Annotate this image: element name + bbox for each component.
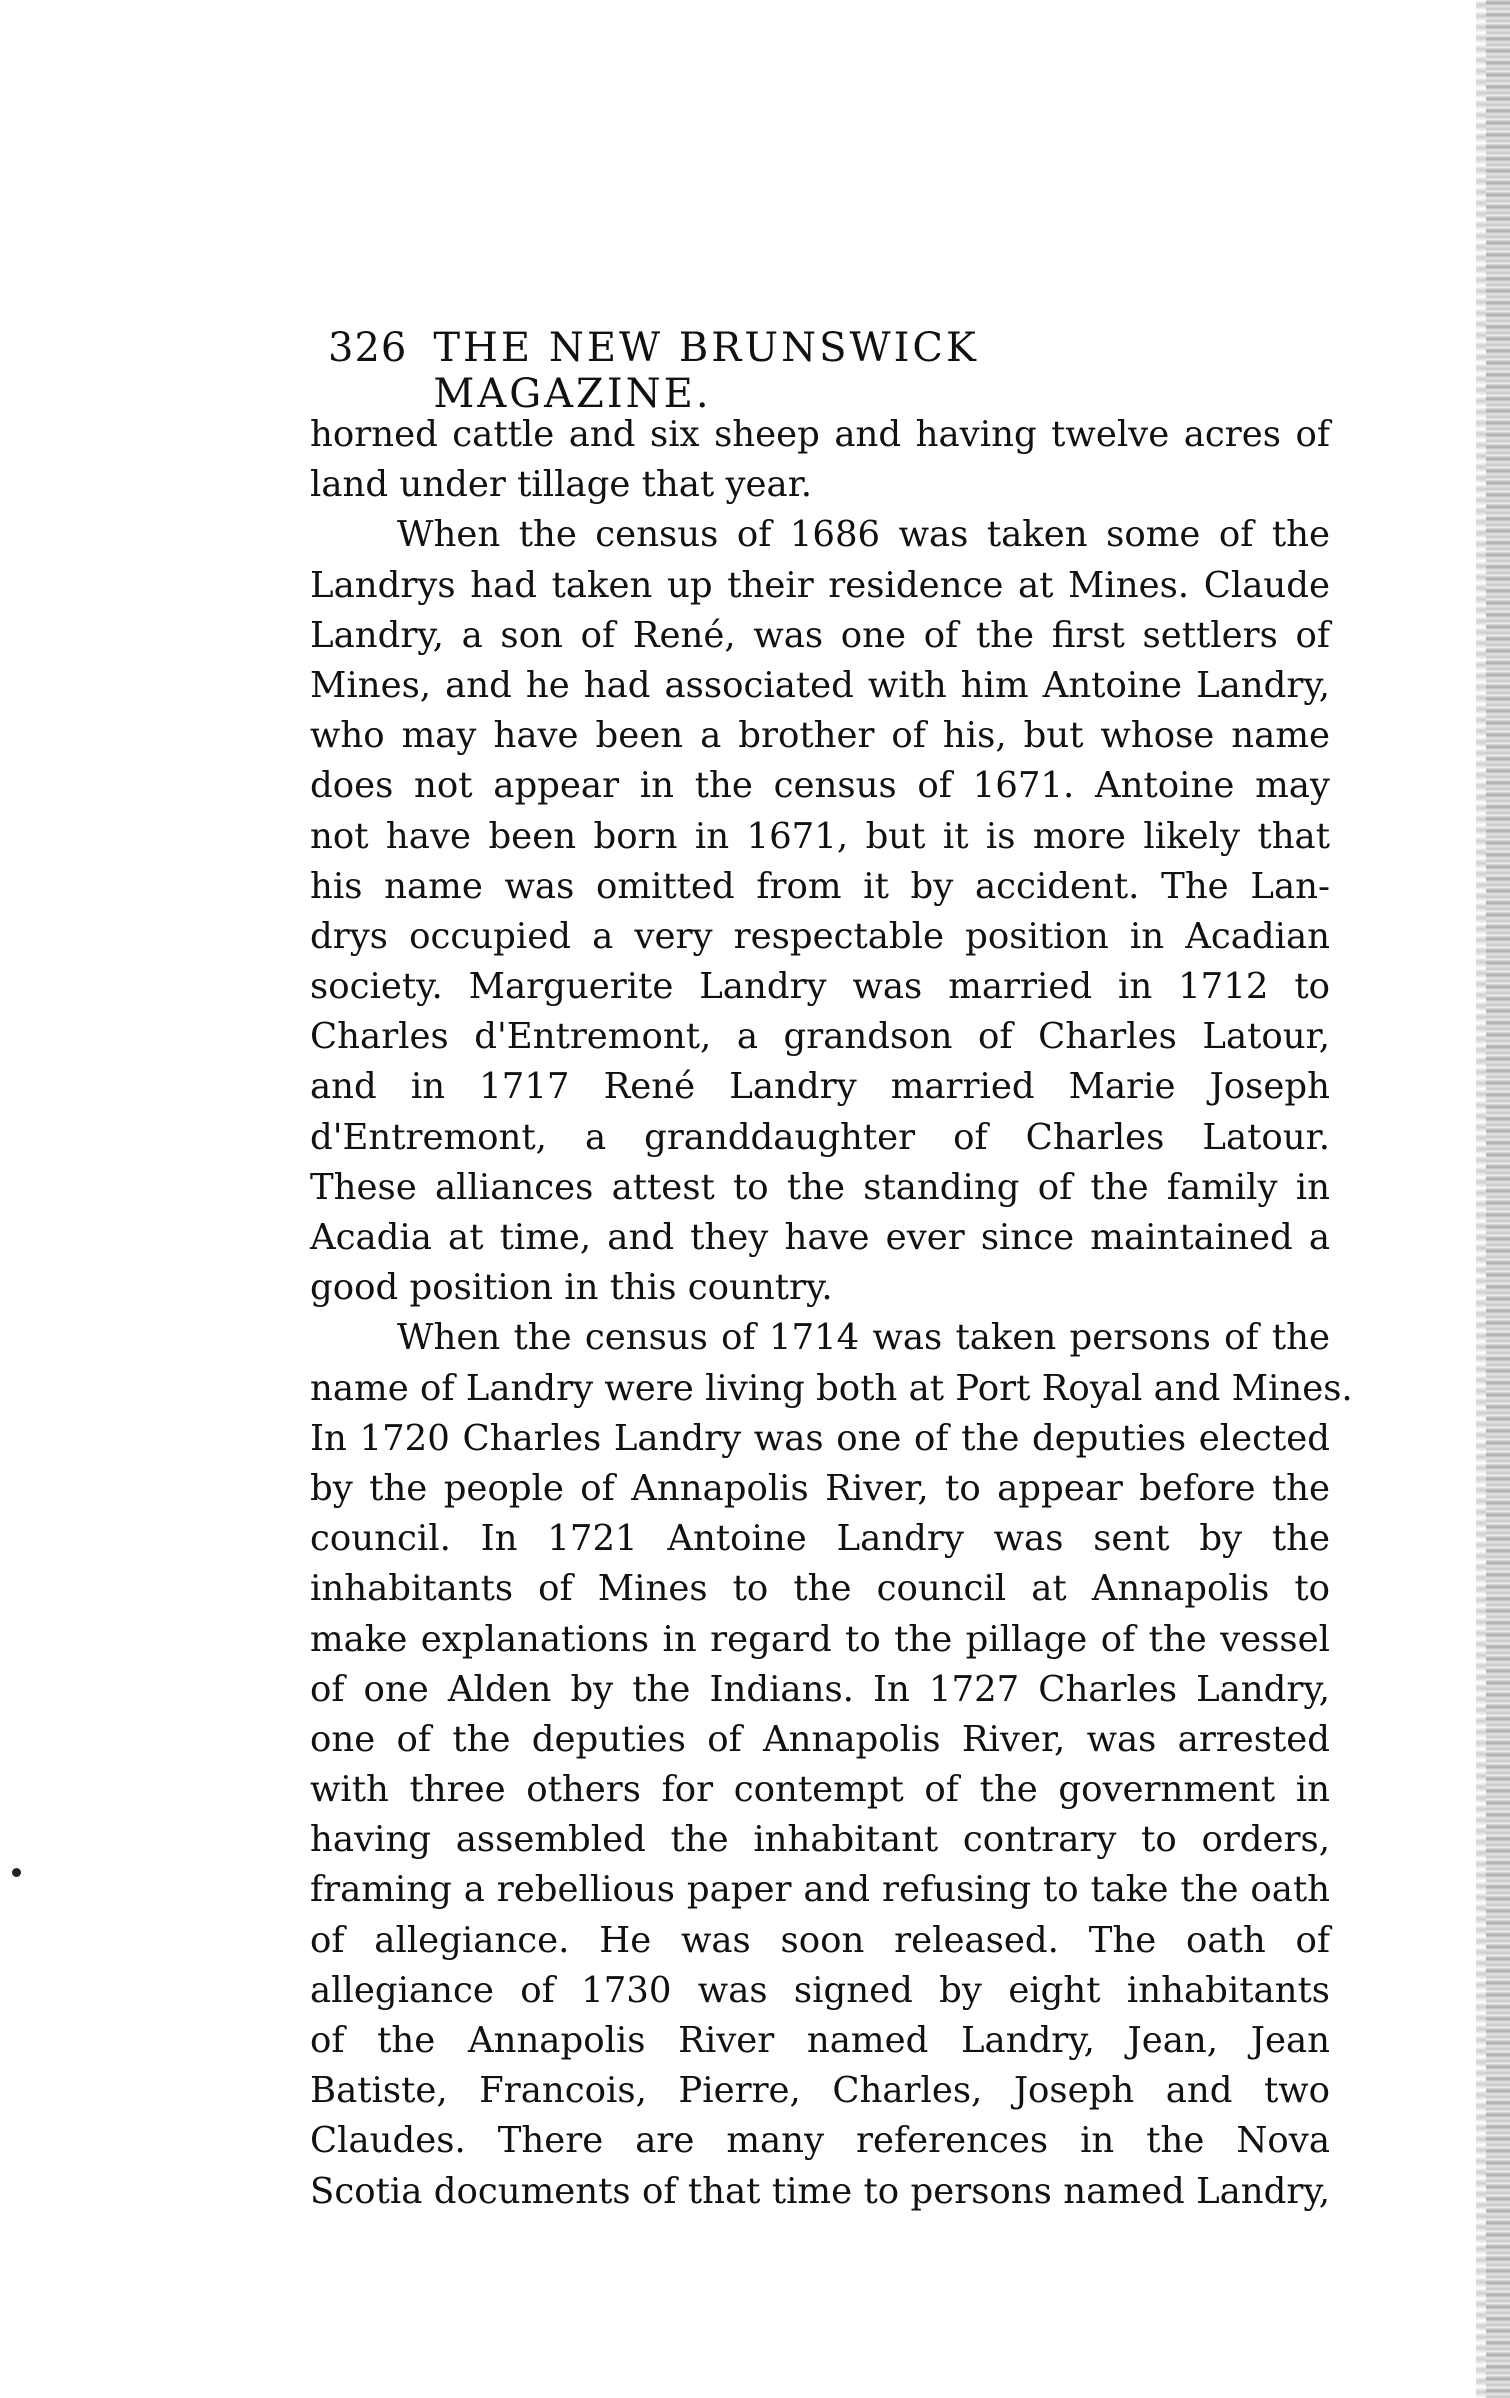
text-line: who may have been a brother of his, but whose name	[310, 715, 1330, 757]
text-line: horned cattle and six sheep and having twelve acres of	[310, 414, 1330, 455]
text-line: Claudes. There are many references in the Nova	[310, 2120, 1330, 2162]
page-header	[328, 325, 1208, 417]
text-line: society. Marguerite Landry was married in 1712 to	[310, 966, 1330, 1008]
page-edge-scan-noise	[1476, 0, 1510, 2398]
text-line: by the people of Annapolis River, to appear before the	[310, 1467, 1330, 1509]
text-line: Batiste, Francois, Pierre, Charles, Joseph and two	[310, 2070, 1330, 2112]
text-line: good position in this country.	[310, 1267, 833, 1309]
text-line: land under tillage that year.	[310, 464, 813, 506]
text-line: of one Alden by the Indians. In 1727 Charles Landry,	[310, 1668, 1330, 1710]
text-line: one of the deputies of Annapolis River, was arrested	[310, 1718, 1330, 1760]
text-line: When the census of 1714 was taken persons of the	[397, 1317, 1330, 1359]
text-line: not have been born in 1671, but it is more likely that	[310, 815, 1330, 857]
text-line: Scotia documents of that time to persons named Landry,	[310, 2170, 1330, 2212]
text-line: Charles d'Entremont, a grandson of Charles Latour,	[310, 1016, 1330, 1058]
text-line: Landrys had taken up their residence at Mines. Claude	[310, 564, 1330, 606]
text-line: of the Annapolis River named Landry, Jean, Jean	[310, 2020, 1330, 2061]
body-text	[310, 410, 1353, 2217]
text-line: name of Landry were living both at Port Royal and Mines.	[310, 1367, 1353, 1409]
text-line: does not appear in the census of 1671. Antoine may	[310, 765, 1330, 807]
text-line: make explanations in regard to the pillage of the vessel	[310, 1618, 1330, 1660]
text-line: allegiance of 1730 was signed by eight inhabitants	[310, 1969, 1330, 2011]
text-line: framing a rebellious paper and refusing to take the oath	[310, 1869, 1330, 1911]
text-line: inhabitants of Mines to the council at Annapolis to	[310, 1568, 1330, 1610]
running-title: THE NEW BRUNSWICK MAGAZINE.	[433, 325, 979, 417]
text-line: In 1720 Charles Landry was one of the deputies elected	[310, 1417, 1330, 1459]
text-line: These alliances attest to the standing of the family in	[310, 1166, 1330, 1208]
text-line: his name was omitted from it by accident. The Lan-	[310, 865, 1330, 907]
text-line: council. In 1721 Antoine Landry was sent by the	[310, 1518, 1330, 1560]
text-line: Landry, a son of René, was one of the first settlers of	[310, 614, 1330, 656]
text-line: Acadia at time, and they have ever since maintained a	[310, 1217, 1330, 1258]
text-line: Mines, and he had associated with him Antoine Landry,	[310, 664, 1330, 706]
text-line: When the census of 1686 was taken some of the	[397, 514, 1330, 556]
text-line: and in 1717 René Landry married Marie Joseph	[310, 1066, 1330, 1108]
text-line: with three others for contempt of the government in	[310, 1769, 1330, 1811]
text-line: d'Entremont, a granddaughter of Charles Latour.	[310, 1116, 1330, 1158]
text-line: drys occupied a very respectable position in Acadian	[310, 915, 1330, 957]
text-line: having assembled the inhabitant contrary to orders,	[310, 1819, 1330, 1861]
text-line: of allegiance. He was soon released. The oath of	[310, 1919, 1330, 1961]
stray-ink-dot	[12, 1868, 21, 1877]
page-number: 326	[328, 325, 408, 371]
